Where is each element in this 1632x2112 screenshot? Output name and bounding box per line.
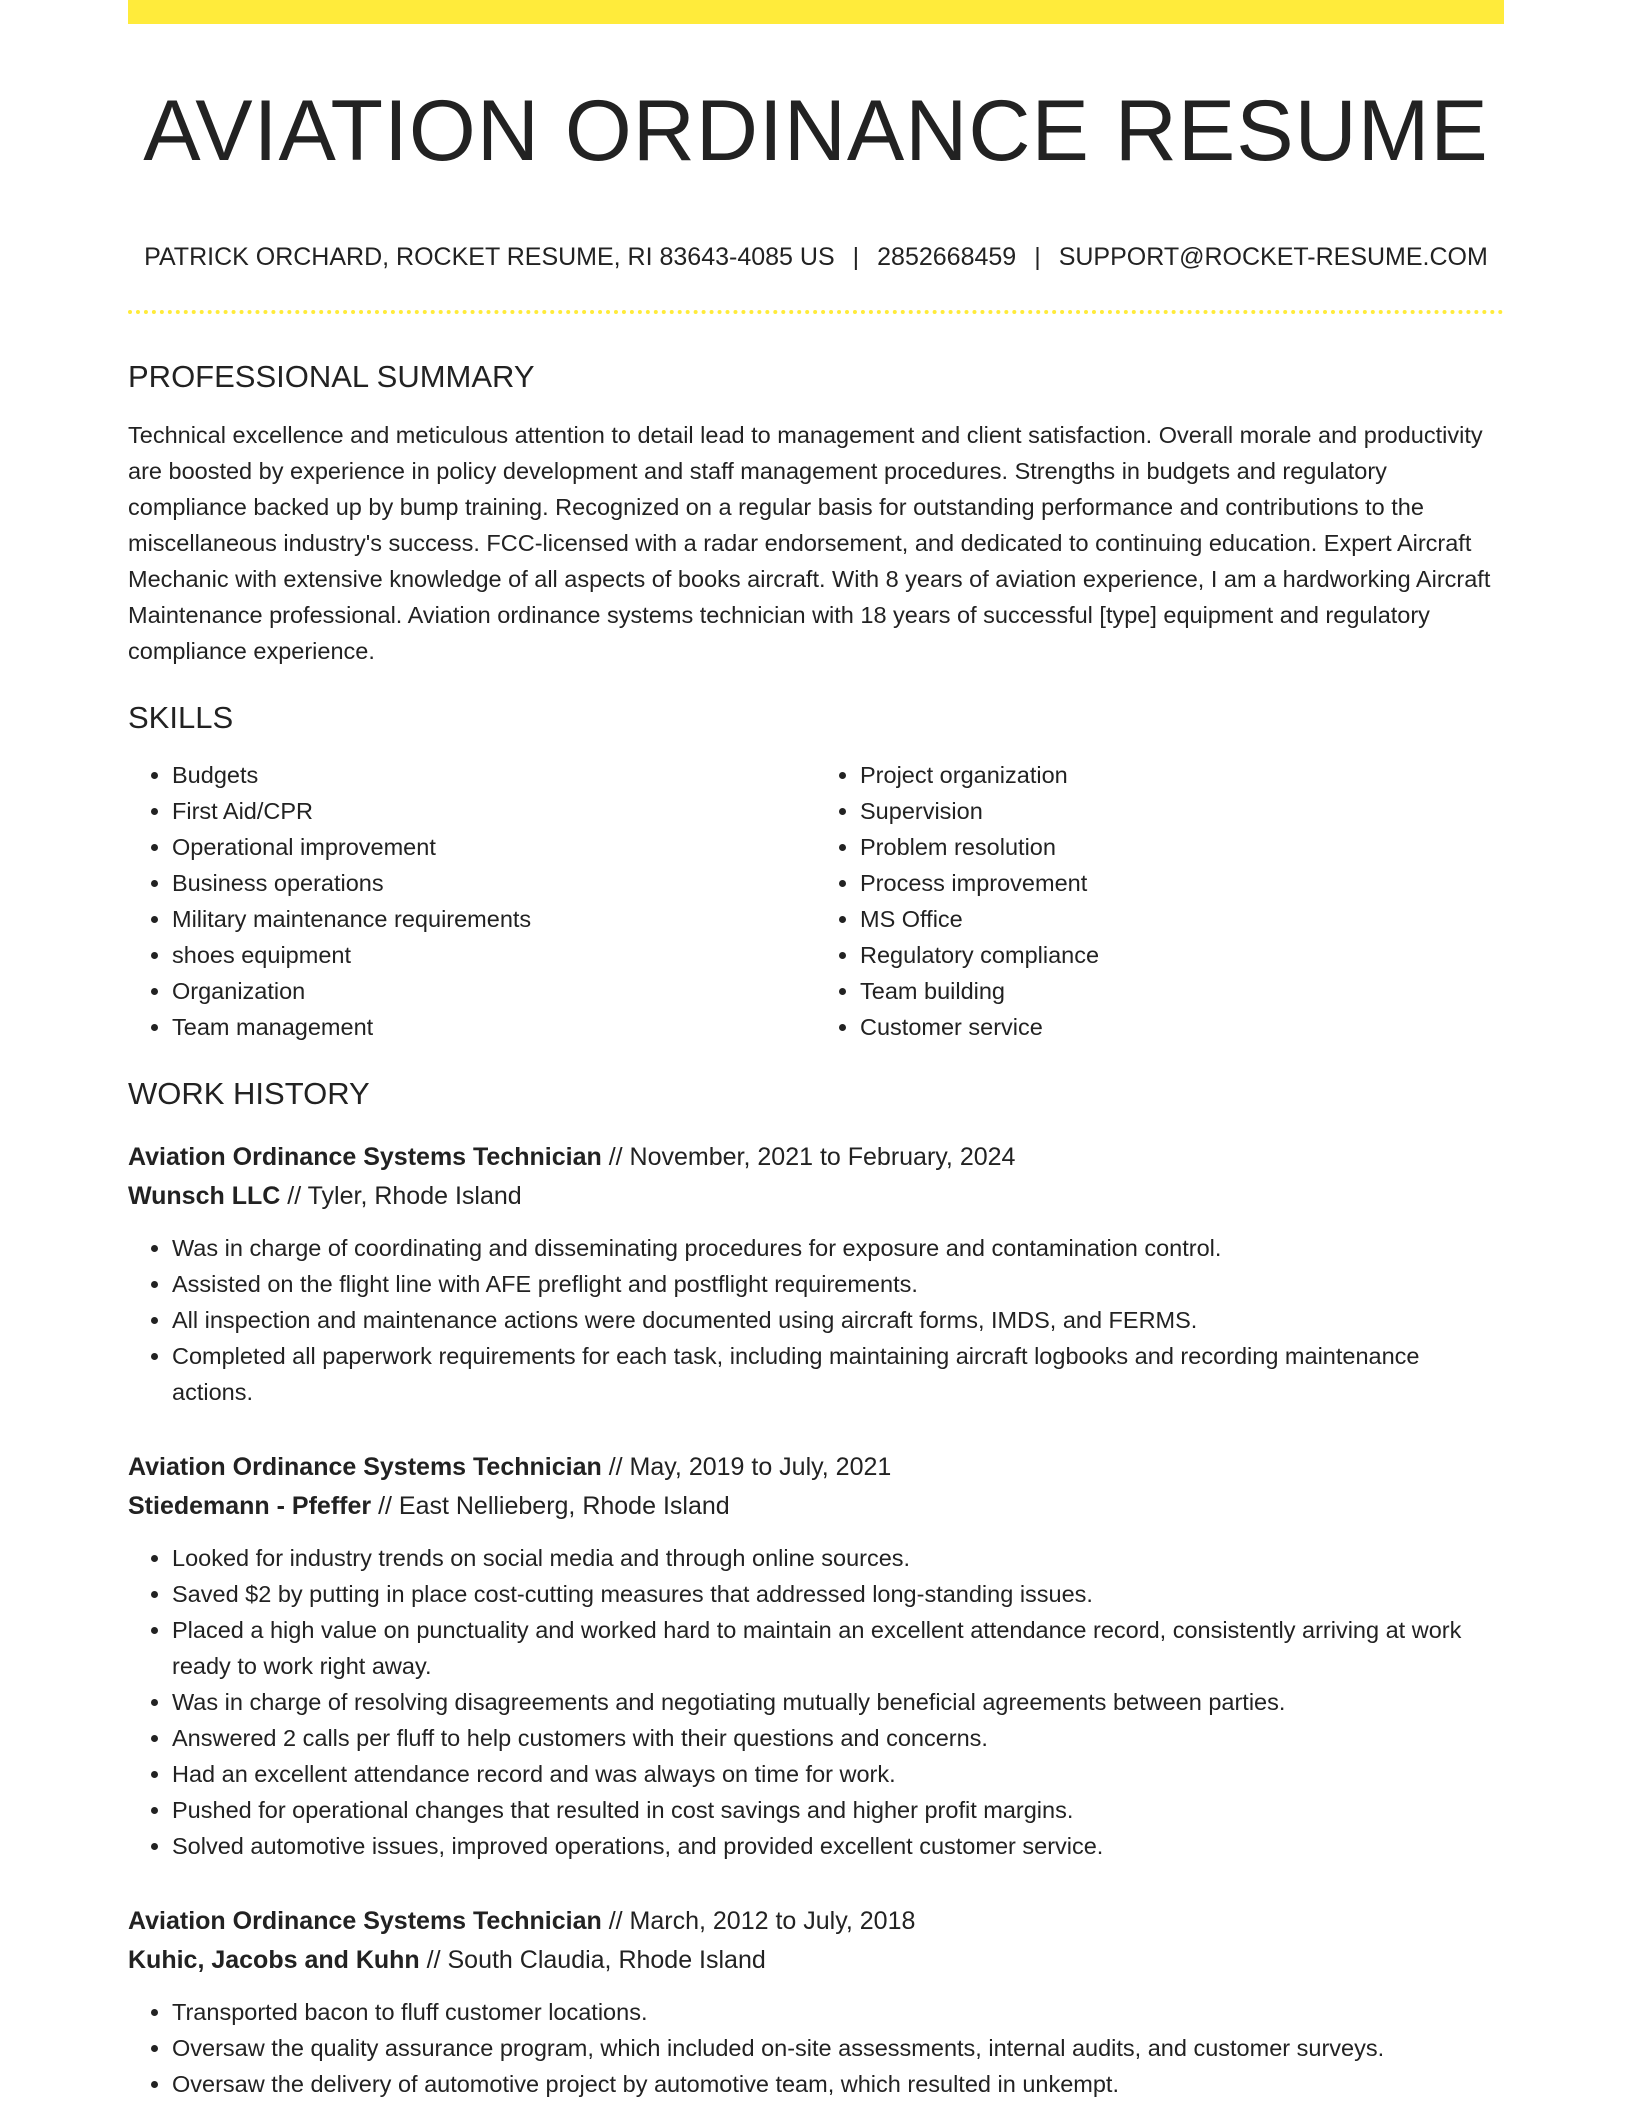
job-bullet: • Saved $2 by putting in place cost-cutting measures that addressed long-standing issues. bbox=[172, 1576, 1504, 1612]
job-dates: // March, 2012 to July, 2018 bbox=[608, 1906, 916, 1935]
job-bullet: • Oversaw the delivery of automotive project by automotive team, which resulted in unkempt. bbox=[172, 2066, 1504, 2102]
skills-heading: SKILLS bbox=[128, 700, 234, 736]
job-bullet: • Had an excellent attendance record and was always on time for work. bbox=[172, 1756, 1504, 1792]
skill-item: • Business operations bbox=[172, 865, 816, 901]
skill-item: • Operational improvement bbox=[172, 829, 816, 865]
job-company-line bbox=[128, 1941, 1504, 1980]
job-bullets bbox=[128, 1540, 1504, 1864]
job-entry bbox=[128, 1902, 1504, 2102]
job-location: // East Nellieberg, Rhode Island bbox=[378, 1491, 730, 1520]
job-dates: // November, 2021 to February, 2024 bbox=[608, 1142, 1016, 1171]
skill-item: • shoes equipment bbox=[172, 937, 816, 973]
summary-heading: PROFESSIONAL SUMMARY bbox=[128, 359, 535, 395]
skill-item: • Regulatory compliance bbox=[860, 937, 1504, 973]
contact-separator: | bbox=[1034, 243, 1041, 272]
job-title-line bbox=[128, 1448, 1504, 1487]
skill-item: • Process improvement bbox=[860, 865, 1504, 901]
job-company: Kuhic, Jacobs and Kuhn bbox=[128, 1945, 420, 1974]
contact-phone: 2852668459 bbox=[877, 243, 1017, 272]
header-divider bbox=[128, 310, 1504, 314]
skill-item: • MS Office bbox=[860, 901, 1504, 937]
job-title: Aviation Ordinance Systems Technician bbox=[128, 1906, 602, 1935]
job-bullet: • Looked for industry trends on social media and through online sources. bbox=[172, 1540, 1504, 1576]
resume-title: AVIATION ORDINANCE RESUME bbox=[143, 83, 1489, 179]
contact-separator: | bbox=[852, 243, 860, 272]
job-bullet: • Transported bacon to fluff customer locations. bbox=[172, 1994, 1504, 2030]
skill-item: • Team management bbox=[172, 1009, 816, 1045]
skill-item: • Budgets bbox=[172, 757, 816, 793]
skill-item: • Project organization bbox=[860, 757, 1504, 793]
skills-column-right bbox=[816, 757, 1504, 1045]
skills-column-left bbox=[128, 757, 816, 1045]
skill-item: • First Aid/CPR bbox=[172, 793, 816, 829]
job-title-line bbox=[128, 1902, 1504, 1941]
top-accent-bar bbox=[128, 0, 1504, 24]
job-bullet: • Was in charge of coordinating and disseminating procedures for exposure and contamination control. bbox=[172, 1230, 1504, 1266]
job-bullet: • Placed a high value on punctuality and worked hard to maintain an excellent attendance record, consistently arriving at work ready to work right away. bbox=[172, 1612, 1504, 1684]
job-title-line bbox=[128, 1138, 1504, 1177]
job-bullet: • Solved automotive issues, improved operations, and provided excellent customer service. bbox=[172, 1828, 1504, 1864]
job-bullet: • Was in charge of resolving disagreements and negotiating mutually beneficial agreements between parties. bbox=[172, 1684, 1504, 1720]
contact-line bbox=[128, 242, 1504, 272]
job-company-line bbox=[128, 1177, 1504, 1216]
job-entry bbox=[128, 1448, 1504, 1864]
job-company: Wunsch LLC bbox=[128, 1181, 281, 1210]
job-bullet: • Oversaw the quality assurance program, which included on-site assessments, internal audits, and customer surveys. bbox=[172, 2030, 1504, 2066]
skill-item: • Customer service bbox=[860, 1009, 1504, 1045]
job-location: // Tyler, Rhode Island bbox=[287, 1181, 522, 1210]
job-bullet: • Assisted on the flight line with AFE preflight and postflight requirements. bbox=[172, 1266, 1504, 1302]
skills-list bbox=[128, 757, 1504, 1045]
job-dates: // May, 2019 to July, 2021 bbox=[608, 1452, 892, 1481]
job-title: Aviation Ordinance Systems Technician bbox=[128, 1142, 602, 1171]
skill-item: • Problem resolution bbox=[860, 829, 1504, 865]
job-title: Aviation Ordinance Systems Technician bbox=[128, 1452, 602, 1481]
work-history-heading: WORK HISTORY bbox=[128, 1075, 370, 1111]
skill-item: • Organization bbox=[172, 973, 816, 1009]
contact-address: PATRICK ORCHARD, ROCKET RESUME, RI 83643-4085 US bbox=[144, 243, 835, 272]
job-bullet: • Answered 2 calls per fluff to help customers with their questions and concerns. bbox=[172, 1720, 1504, 1756]
job-bullets bbox=[128, 1230, 1504, 1410]
summary-text: Technical excellence and meticulous attention to detail lead to management and client satisfaction. Overall morale and productivity are boosted by experience in policy development and staff management procedures. Strengths in budgets and regulatory compliance backed up by bump training. Recognized on a regular basis for outstanding performance and contributions to the miscellaneous industry's success. FCC-licensed with a radar endorsement, and dedicated to continuing education. Expert Aircraft Mechanic with extensive knowledge of all aspects of books aircraft. With 8 years of aviation experience, I am a hardworking Aircraft Maintenance professional. Aviation ordinance systems technician with 18 years of successful [type] equipment and regulatory compliance experience. bbox=[128, 422, 1491, 665]
job-bullet: • Completed all paperwork requirements for each task, including maintaining aircraft logbooks and recording maintenance actions. bbox=[172, 1338, 1504, 1410]
job-bullet: • Pushed for operational changes that resulted in cost savings and higher profit margins. bbox=[172, 1792, 1504, 1828]
job-bullets bbox=[128, 1994, 1504, 2102]
job-bullet: • All inspection and maintenance actions were documented using aircraft forms, IMDS, and FERMS. bbox=[172, 1302, 1504, 1338]
skill-item: • Military maintenance requirements bbox=[172, 901, 816, 937]
skill-item: • Team building bbox=[860, 973, 1504, 1009]
job-location: // South Claudia, Rhode Island bbox=[426, 1945, 766, 1974]
job-company-line bbox=[128, 1487, 1504, 1526]
resume-page bbox=[128, 0, 1504, 2102]
job-company: Stiedemann - Pfeffer bbox=[128, 1491, 372, 1520]
job-entry bbox=[128, 1138, 1504, 1410]
skill-item: • Supervision bbox=[860, 793, 1504, 829]
contact-email: SUPPORT@ROCKET-RESUME.COM bbox=[1058, 243, 1488, 272]
